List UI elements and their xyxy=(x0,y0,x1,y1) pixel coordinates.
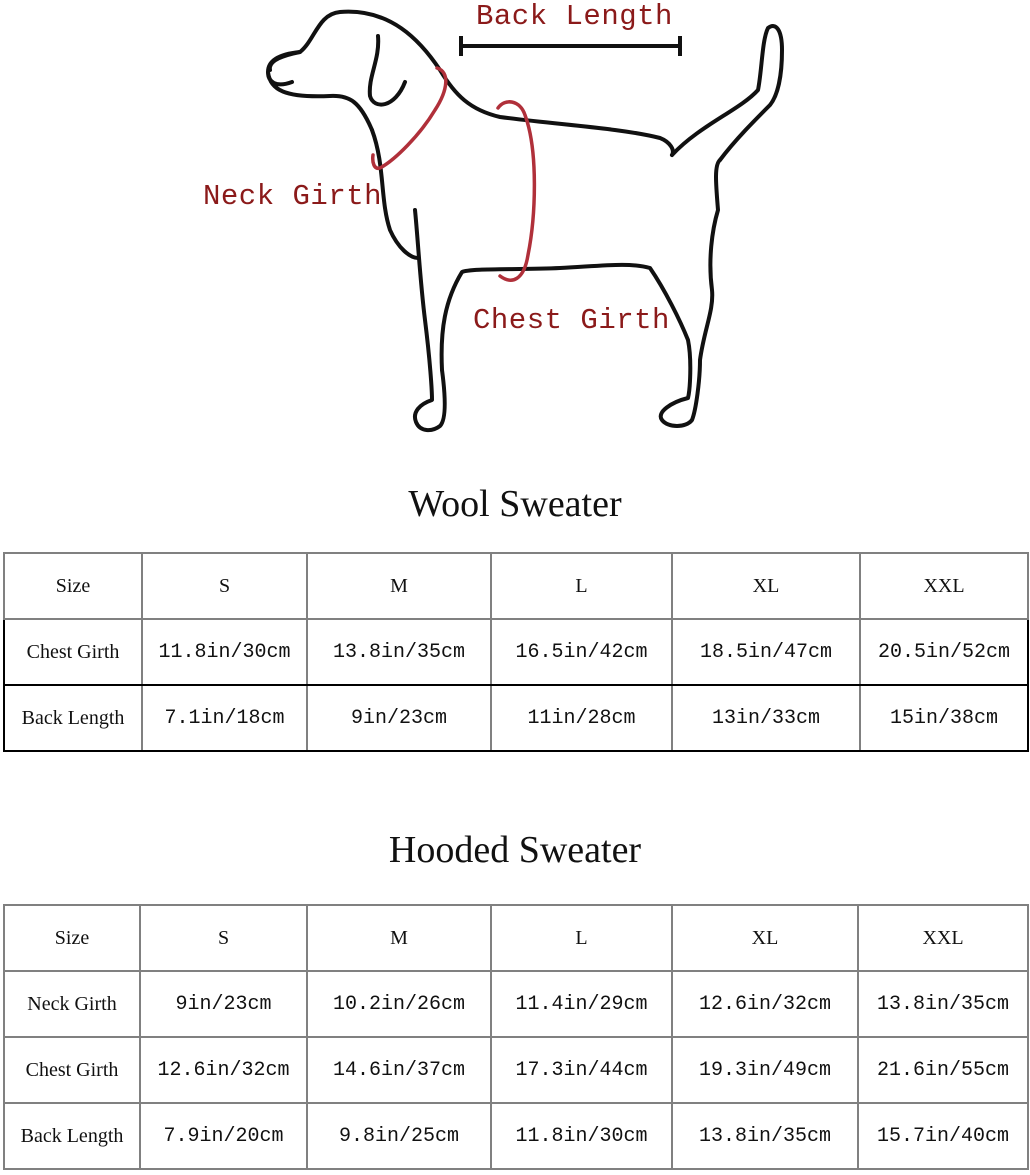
chest-girth-label: Chest Girth xyxy=(473,304,670,337)
neck-girth-marker-icon xyxy=(373,68,446,168)
wool-size-table xyxy=(3,552,1029,752)
hooded-size-table xyxy=(3,904,1029,1170)
header-m: M xyxy=(307,905,491,971)
dog-measurement-diagram xyxy=(0,0,1030,460)
header-xl: XL xyxy=(672,905,858,971)
chest-girth-marker-icon xyxy=(498,102,534,280)
cell: 9in/23cm xyxy=(140,971,307,1037)
row-label: Chest Girth xyxy=(4,619,142,685)
cell: 21.6in/55cm xyxy=(858,1037,1028,1103)
cell: 13.8in/35cm xyxy=(672,1103,858,1169)
table-row xyxy=(4,1103,1028,1169)
cell: 12.6in/32cm xyxy=(672,971,858,1037)
row-label: Chest Girth xyxy=(4,1037,140,1103)
cell: 13.8in/35cm xyxy=(307,619,491,685)
header-xxl: XXL xyxy=(858,905,1028,971)
cell: 15in/38cm xyxy=(860,685,1028,751)
cell: 7.1in/18cm xyxy=(142,685,307,751)
cell: 10.2in/26cm xyxy=(307,971,491,1037)
cell: 7.9in/20cm xyxy=(140,1103,307,1169)
cell: 11.4in/29cm xyxy=(491,971,672,1037)
cell: 19.3in/49cm xyxy=(672,1037,858,1103)
table-row xyxy=(4,1037,1028,1103)
cell: 14.6in/37cm xyxy=(307,1037,491,1103)
header-s: S xyxy=(142,553,307,619)
table-row xyxy=(4,619,1028,685)
header-size: Size xyxy=(4,905,140,971)
cell: 9in/23cm xyxy=(307,685,491,751)
cell: 12.6in/32cm xyxy=(140,1037,307,1103)
header-xl: XL xyxy=(672,553,860,619)
cell: 20.5in/52cm xyxy=(860,619,1028,685)
header-s: S xyxy=(140,905,307,971)
cell: 17.3in/44cm xyxy=(491,1037,672,1103)
header-size: Size xyxy=(4,553,142,619)
table-header-row xyxy=(4,553,1028,619)
cell: 9.8in/25cm xyxy=(307,1103,491,1169)
cell: 15.7in/40cm xyxy=(858,1103,1028,1169)
cell: 13in/33cm xyxy=(672,685,860,751)
back-length-label: Back Length xyxy=(476,0,673,33)
cell: 11.8in/30cm xyxy=(491,1103,672,1169)
dog-outline-icon xyxy=(0,0,1030,460)
header-l: L xyxy=(491,553,672,619)
row-label: Back Length xyxy=(4,685,142,751)
table-row xyxy=(4,685,1028,751)
neck-girth-label: Neck Girth xyxy=(203,180,383,213)
cell: 13.8in/35cm xyxy=(858,971,1028,1037)
row-label: Back Length xyxy=(4,1103,140,1169)
table-row xyxy=(4,971,1028,1037)
table-header-row xyxy=(4,905,1028,971)
cell: 18.5in/47cm xyxy=(672,619,860,685)
cell: 11in/28cm xyxy=(491,685,672,751)
header-m: M xyxy=(307,553,491,619)
wool-sweater-title: Wool Sweater xyxy=(408,483,622,525)
row-label: Neck Girth xyxy=(4,971,140,1037)
header-xxl: XXL xyxy=(860,553,1028,619)
header-l: L xyxy=(491,905,672,971)
cell: 16.5in/42cm xyxy=(491,619,672,685)
cell: 11.8in/30cm xyxy=(142,619,307,685)
back-length-bar-icon xyxy=(461,36,680,56)
hooded-sweater-title: Hooded Sweater xyxy=(388,829,642,871)
